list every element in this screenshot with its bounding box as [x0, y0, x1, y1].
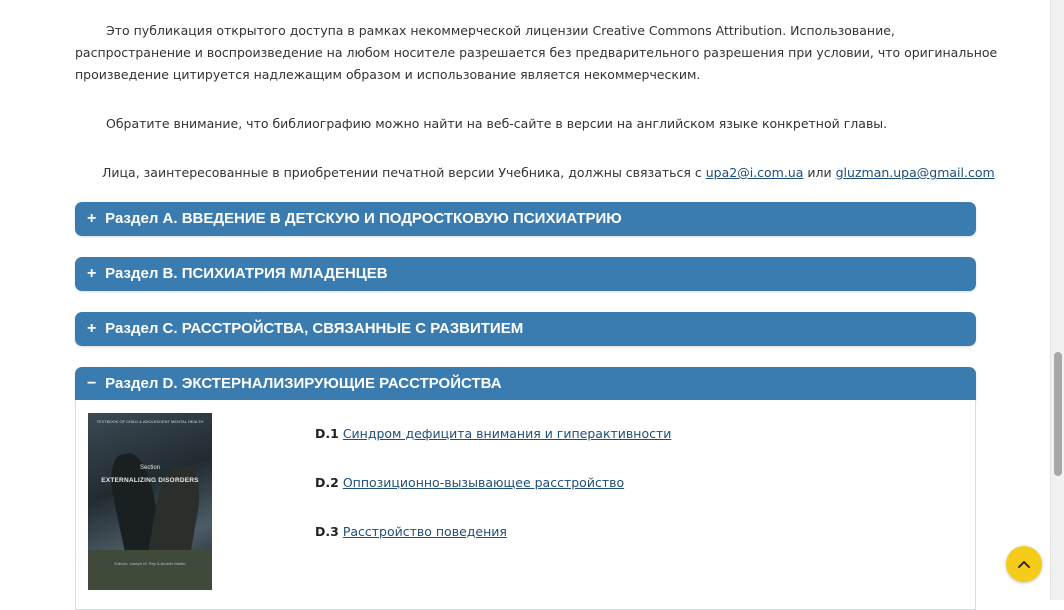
- email-link-gluzman[interactable]: gluzman.upa@gmail.com: [835, 165, 995, 180]
- cover-ground: [88, 550, 212, 590]
- chapter-link-d2[interactable]: Оппозиционно-вызывающее расстройство: [342, 475, 625, 490]
- chapter-item-d1: [315, 425, 671, 443]
- section-b-toggle[interactable]: [75, 257, 976, 291]
- chevron-up-icon: [1017, 558, 1031, 570]
- license-paragraph-line3: произведение цитируется надлежащим образом и использование является некоммерческим.: [75, 67, 701, 82]
- print-version-text: Лица, заинтересованные в приобретении печатной версии Учебника, должны связаться с: [102, 165, 702, 180]
- cover-bottom-text: Editors: Joseph M. Rey & Andrés Martin: [114, 561, 186, 566]
- license-paragraph-line1: [106, 20, 895, 42]
- chapter-item-d3: [315, 523, 507, 541]
- section-a-toggle[interactable]: [75, 202, 976, 236]
- section-d-label: Раздел D. ЭКСТЕРНАЛИЗИРУЮЩИЕ РАССТРОЙСТВА: [105, 375, 502, 392]
- plus-icon: +: [87, 265, 97, 282]
- chapter-link-d3[interactable]: Расстройство поведения: [342, 524, 507, 539]
- plus-icon: +: [87, 320, 97, 337]
- cover-top-text: TEXTBOOK OF CHILD & ADOLESCENT MENTAL HEALTH: [96, 419, 204, 424]
- license-name: Creative Commons Attribution: [592, 23, 783, 38]
- license-text-end: . Использование,: [782, 23, 895, 38]
- bibliography-note: Обратите внимание, что библиографию можно найти на веб-сайте в версии на английском языке конкретной главы.: [106, 116, 888, 131]
- scrollbar-thumb[interactable]: [1054, 352, 1062, 476]
- section-d-cover-image: [88, 413, 212, 590]
- license-text: Это публикация открытого доступа в рамках некоммерческой лицензии: [106, 23, 589, 38]
- email-link-upa2[interactable]: upa2@i.com.ua: [705, 165, 804, 180]
- section-d-toggle[interactable]: [75, 367, 976, 401]
- section-c-label: Раздел C. РАССТРОЙСТВА, СВЯЗАННЫЕ С РАЗВИТИЕМ: [105, 320, 524, 337]
- chapter-code: D.3: [315, 524, 339, 539]
- section-c-toggle[interactable]: [75, 312, 976, 346]
- plus-icon: +: [87, 210, 97, 227]
- chapter-link-d1[interactable]: Синдром дефицита внимания и гиперактивности: [342, 426, 672, 441]
- or-text: или: [807, 165, 832, 180]
- print-version-note: [102, 162, 995, 184]
- page-scrollbar[interactable]: [1050, 0, 1064, 600]
- chapter-code: D.2: [315, 475, 339, 490]
- section-a-label: Раздел A. ВВЕДЕНИЕ В ДЕТСКУЮ И ПОДРОСТКОВУЮ ПСИХИАТРИЮ: [105, 210, 622, 227]
- back-to-top-button[interactable]: [1006, 546, 1042, 582]
- cover-title: EXTERNALIZING DISORDERS: [101, 477, 199, 484]
- license-paragraph-line2: распространение и воспроизведение на любом носителе разрешается без предварительного разрешения при условии, что оригинальное: [75, 45, 998, 60]
- minus-icon: −: [87, 375, 97, 392]
- chapter-item-d2: [315, 474, 624, 492]
- cover-section-word: Section: [139, 465, 160, 471]
- chapter-code: D.1: [315, 426, 339, 441]
- section-b-label: Раздел B. ПСИХИАТРИЯ МЛАДЕНЦЕВ: [105, 265, 388, 282]
